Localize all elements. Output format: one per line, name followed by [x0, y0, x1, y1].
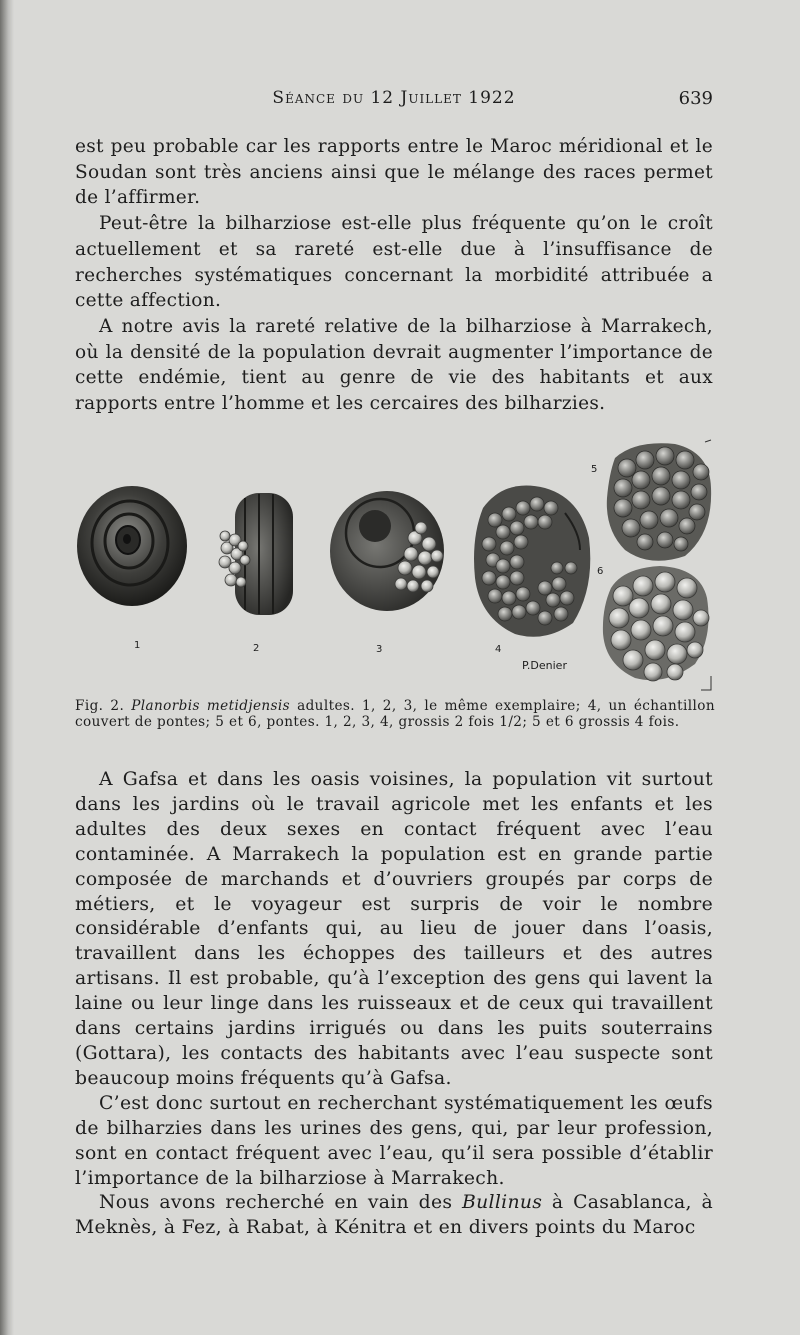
specimen-2 — [219, 493, 293, 615]
paragraph: A Gafsa et dans les oasis voisines, la population vit surtout dans les jardins où le travail agricole met les enfants et les adultes des deux sexes en contact fréquent avec l’eau contaminée. A Marrakech la population est en grande partie composée de marchands et d’ouvriers groupés par corps de métiers, et le voyageur est surpris de voir le nombre considérable d’enfants qui, au lieu de jouer dans l’oasis, travaillent dans les échoppes des tailleurs et des autres artisans. Il est probable, qu’à l’exception des gens qui lavent la laine ou leur linge dans les ruisseaux et de ceux qui travaillent dans certains jardins irrigués ou dans les puits souterrains (Gottara), les contacts des habitants avec l’eau suspecte sont beaucoup moins fréquents qu’à Gafsa. — [75, 769, 713, 1089]
figure-caption — [75, 698, 715, 730]
paragraph-last — [75, 1191, 713, 1241]
page-binding-edge — [0, 0, 14, 1335]
figure-number-6: 6 — [597, 566, 604, 577]
figure-number-4: 4 — [495, 644, 502, 655]
specimen-1 — [77, 486, 187, 606]
paragraph: A notre avis la rareté relative de la bilharziose à Marrakech, où la densité de la population devrait augmenter l’importance de cette endémie, tient au genre de vie des habitants et aux rapports entre l’homme et les cercaires des bilharzies. — [75, 315, 713, 415]
figure-planorbis — [75, 438, 715, 698]
figure-number-5: 5 — [591, 464, 598, 475]
paragraph: Peut-être la bilharziose est-elle plus fréquente qu’on le croît actuellement et sa rareté est-elle due à l’insuffisance de recherches systématiques concernant la morbidité attribuée a cette affection. — [75, 213, 713, 312]
specimen-6 — [603, 566, 709, 681]
page-number: 639 — [678, 88, 713, 109]
running-title: Séance du 12 Juillet 1922 — [272, 88, 516, 108]
figure-number-3: 3 — [376, 644, 383, 655]
specimen-3 — [330, 491, 444, 611]
caption-species: Planorbis metidjensis — [131, 698, 291, 714]
text-block-bottom — [75, 768, 713, 1241]
page-header — [75, 88, 713, 114]
caption-text: adultes. 1, 2, 3, le même exemplaire; 4, un échantillon couvert de pontes; 5 et 6, pontes. 1, 2, 3, 4, grossis 2 fois 1/2; 5 et 6 grossis 4 fois. — [75, 698, 715, 730]
genus-name: Bullinus — [462, 1192, 543, 1214]
paragraph: C’est donc surtout en recherchant systématiquement les œufs de bilharzies dans les urines des gens, qui, par leur profession, sont en contact fréquent avec l’eau, qu’il sera possible d’établir l’importance de la bilharziose à Marrakech. — [75, 1092, 713, 1189]
text-block-top — [75, 134, 713, 417]
specimen-5 — [607, 443, 711, 561]
figure-illustration — [75, 438, 715, 698]
figure-number-2: 2 — [253, 643, 260, 654]
paragraph-text: à Casablanca, à Meknès, à Fez, à Rabat, à Kénitra et en divers points du Maroc — [75, 1192, 713, 1239]
figure-number-1: 1 — [134, 640, 141, 651]
specimen-4 — [474, 486, 590, 637]
paragraph: est peu probable car les rapports entre le Maroc méridional et le Soudan sont très anciens ainsi que le mélange des races permet de l’affirmer. — [75, 136, 713, 209]
caption-prefix: Fig. 2. — [75, 698, 125, 714]
figure-artist-signature: P.Denier — [522, 659, 567, 672]
paragraph-text: Nous avons recherché en vain des — [99, 1192, 453, 1214]
